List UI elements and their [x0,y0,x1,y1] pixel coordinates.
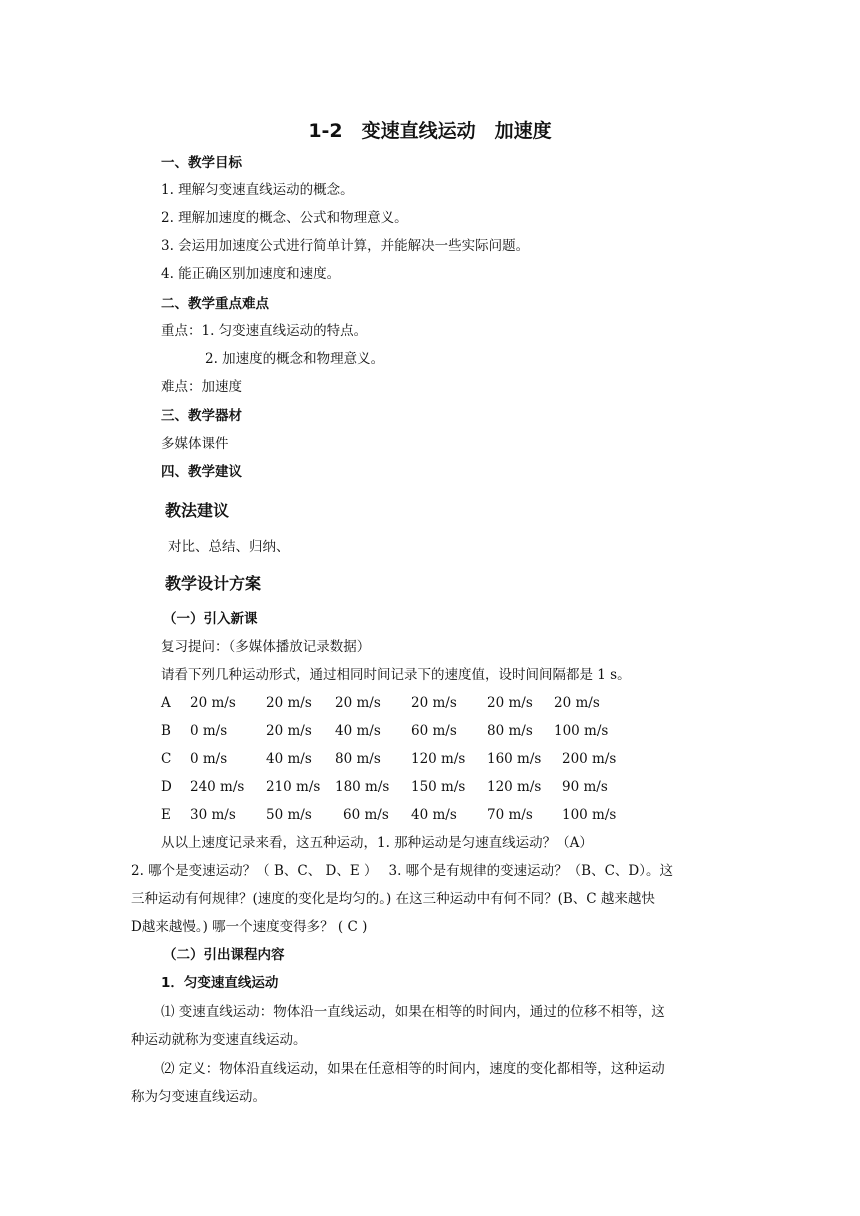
definition-line: 称为匀变速直线运动。 [131,1089,266,1105]
row-label: E [161,807,171,823]
design-heading: 教学设计方案 [165,574,262,593]
row-label: D [161,779,172,795]
section-heading-objectives: 一、教学目标 [161,155,242,171]
table-cell: 100 m/s [554,723,609,739]
row-label: B [161,723,171,739]
table-cell: 80 m/s [487,723,533,739]
section-heading-suggestions: 四、教学建议 [161,464,242,480]
table-cell: 60 m/s [343,807,389,823]
table-cell: 40 m/s [266,751,312,767]
definition-line: ⑴ 变速直线运动：物体沿一直线运动，如果在相等的时间内，通过的位移不相等，这 [161,1004,665,1020]
content-heading: （二）引出课程内容 [163,947,285,963]
table-cell: 80 m/s [335,751,381,767]
table-cell: 240 m/s [190,779,245,795]
sub-heading: 1．匀变速直线运动 [161,975,279,991]
table-cell: 20 m/s [266,695,312,711]
table-cell: 100 m/s [562,807,617,823]
table-cell: 20 m/s [411,695,457,711]
question-line: 从以上速度记录来看，这五种运动，1. 那种运动是匀速直线运动？（A） [161,835,593,851]
row-label: A [161,695,171,711]
method-heading: 教法建议 [165,501,230,520]
table-cell: 120 m/s [487,779,542,795]
table-cell: 20 m/s [335,695,381,711]
table-cell: 40 m/s [335,723,381,739]
table-cell: 20 m/s [266,723,312,739]
table-cell: 50 m/s [266,807,312,823]
method-text: 对比、总结、归纳、 [168,539,290,555]
table-cell: 180 m/s [335,779,390,795]
review-text: 复习提问：（多媒体播放记录数据） [161,639,371,655]
table-cell: 40 m/s [411,807,457,823]
table-cell: 160 m/s [487,751,542,767]
objective-item: 2. 理解加速度的概念、公式和物理意义。 [161,210,408,226]
table-cell: 20 m/s [190,695,236,711]
question-line: D越来越慢。) 哪一个速度变得多？ ( C ) [131,919,368,935]
definition-line: ⑵ 定义：物体沿直线运动，如果在任意相等的时间内，速度的变化都相等，这种运动 [161,1061,665,1077]
intro-heading: （一）引入新课 [163,611,258,627]
question-line: 三种运动有何规律？(速度的变化是均匀的。) 在这三种运动中有何不同？(B、C 越来越快 [131,891,655,907]
table-cell: 200 m/s [562,751,617,767]
table-cell: 70 m/s [487,807,533,823]
definition-line: 种运动就称为变速直线运动。 [131,1032,307,1048]
table-cell: 0 m/s [190,723,228,739]
difficulty-text: 难点：加速度 [161,379,242,395]
objective-item: 3. 会运用加速度公式进行简单计算，并能解决一些实际问题。 [161,238,530,254]
key-point-2: 2. 加速度的概念和物理意义。 [205,351,385,367]
objective-item: 4. 能正确区别加速度和速度。 [161,266,341,282]
table-cell: 20 m/s [487,695,533,711]
table-cell: 60 m/s [411,723,457,739]
table-cell: 150 m/s [411,779,466,795]
objective-item: 1. 理解匀变速直线运动的概念。 [161,182,354,198]
table-cell: 90 m/s [562,779,608,795]
materials-text: 多媒体课件 [161,436,229,452]
question-line: 2. 哪个是变速运动？（ B、C、 D、E ） 3. 哪个是有规律的变速运动？（B、C、D）。这 [131,863,674,879]
prompt-text: 请看下列几种运动形式，通过相同时间记录下的速度值，设时间间隔都是 1 s。 [161,667,631,683]
section-heading-key-points: 二、教学重点难点 [161,296,269,312]
table-cell: 20 m/s [554,695,600,711]
table-cell: 0 m/s [190,751,228,767]
table-cell: 120 m/s [411,751,466,767]
page-title: 1-2 变速直线运动 加速度 [308,120,552,142]
row-label: C [161,751,172,767]
table-cell: 210 m/s [266,779,321,795]
section-heading-materials: 三、教学器材 [161,408,242,424]
table-cell: 30 m/s [190,807,236,823]
key-point-1: 重点：1. 匀变速直线运动的特点。 [161,323,368,339]
